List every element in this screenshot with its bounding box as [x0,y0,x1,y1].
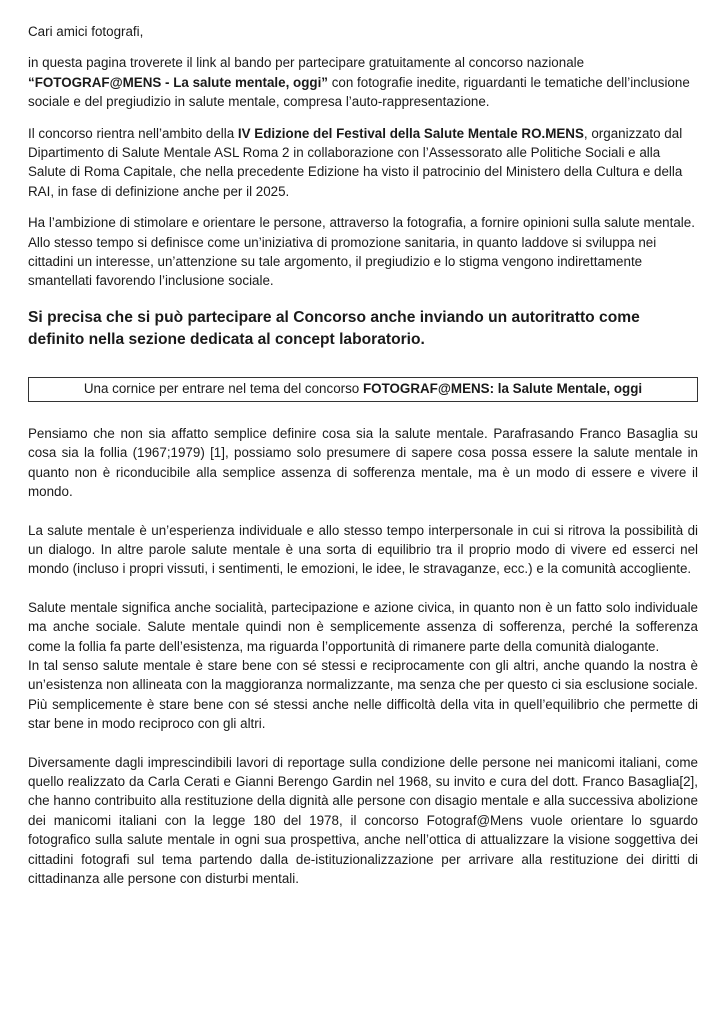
body-paragraph: In tal senso salute mentale è stare bene con sé stessi e reciprocamente con gli altri, anche quando la nostra è un’esistenza non allineata con la maggioranza normalizzante, ma senza che per questo ci sia esclusione sociale. Più semplicemente è stare bene con sé stessi anche nelle difficoltà della vita in quell’equilibrio che permette di star bene in modo reciproco con gli altri. [28,657,698,732]
festival-text-start: Il concorso rientra nell’ambito della [28,125,238,141]
greeting: Cari amici fotografi, [28,24,144,39]
section-heading-box [28,377,698,402]
body-paragraph: Diversamente dagli imprescindibili lavori di reportage sulla condizione delle persone nei manicomi italiani, come quello realizzato da Carla Cerati e Gianni Berengo Gardin nel 1968, su invito e cura del dott. Franco Basaglia[2], che hanno contribuito alla restituzione della dignità alle persone con disagio mentale e alla successiva abolizione dei manicomi italiani con la legge 180 del 1978, il concorso Fotograf@Mens vuole orientare lo sguardo fotografico sulla salute mentale in ogni sua prospettiva, anche nell’ottica di attualizzare la visione soggettiva dei cittadini fotografi sul tema partendo dalla de-istituzionalizzazione per arrivare alla restituzione dei diritti di cittadinanza alle persone con disturbi mentali. [28,754,698,886]
self-portrait-note: Si precisa che si può partecipare al Concorso anche inviando un autoritratto come definito nella sezione dedicata al concept laboratorio. [28,308,640,348]
intro-paragraph [28,53,698,111]
festival-text-end: , organizzato dal Dipartimento di Salute Mentale ASL Roma 2 in collaborazione con l’Assessorato alle Politiche Sociali e alla Salute di Roma Capitale, che nella precedente Edizione ha visto il patrocinio del Ministero della Cultura e della RAI, in fase di definizione anche per il 2025. [28,125,683,199]
intro-text-end: con fotografie inedite, riguardanti le tematiche dell’inclusione sociale e del pregiudizio in salute mentale, compresa l’auto-rappresentazione. [28,74,690,110]
festival-name: IV Edizione del Festival della Salute Mentale RO.MENS [237,125,584,141]
intro-text-start: in questa pagina troverete il link al bando per partecipare gratuitamente al concorso nazionale [28,55,585,71]
festival-paragraph [28,124,698,202]
ambition-paragraph: Ha l’ambizione di stimolare e orientare le persone, attraverso la fotografia, a fornire opinioni sulla salute mentale. Allo stesso tempo si definisce come un’iniziativa di promozione sanitaria, in quanto laddove si sviluppa nei cittadini un interesse, un’attenzione su tale argomento, il pregiudizio e lo stigma vengono indirettamente smantellati favorendo l’inclusione sociale. [28,215,695,289]
body-paragraph: La salute mentale è un’esperienza individuale e allo stesso tempo interpersonale in cui si ritrova la possibilità di un dialogo. In altre parole salute mentale è una sorta di equilibrio tra il proprio modo di vivere ed esserci nel mondo (incluso i propri vissuti, i sentimenti, le emozioni, le idee, le stravaganze, ecc.) e la comunità accogliente. [28,522,698,577]
document-page [28,22,698,888]
body-paragraph: Pensiamo che non sia affatto semplice definire cosa sia la salute mentale. Parafrasando Franco Basaglia su cosa sia la follia (1967;1979) [1], possiamo solo presumere di sapere cosa possa essere la salute mentale in quanto non è riconducibile alla semplice assenza di sofferenza mentale, ma è un modo di essere e vivere il mondo. [28,425,698,500]
contest-title: “FOTOGRAF@MENS - La salute mentale, oggi” [28,74,328,90]
section-heading-title: FOTOGRAF@MENS: la Salute Mentale, oggi [362,380,643,396]
body-paragraph: Salute mentale significa anche socialità, partecipazione e azione civica, in quanto non è un fatto solo individuale ma anche sociale. Salute mentale quindi non è semplicemente assenza di sofferenza, perché la sofferenza come la follia fa parte dell’esistenza, ma riguarda l’opportunità di rimanere parte della comunità dialogante. [28,599,698,654]
section-heading-text: Una cornice per entrare nel tema del concorso [83,380,363,396]
